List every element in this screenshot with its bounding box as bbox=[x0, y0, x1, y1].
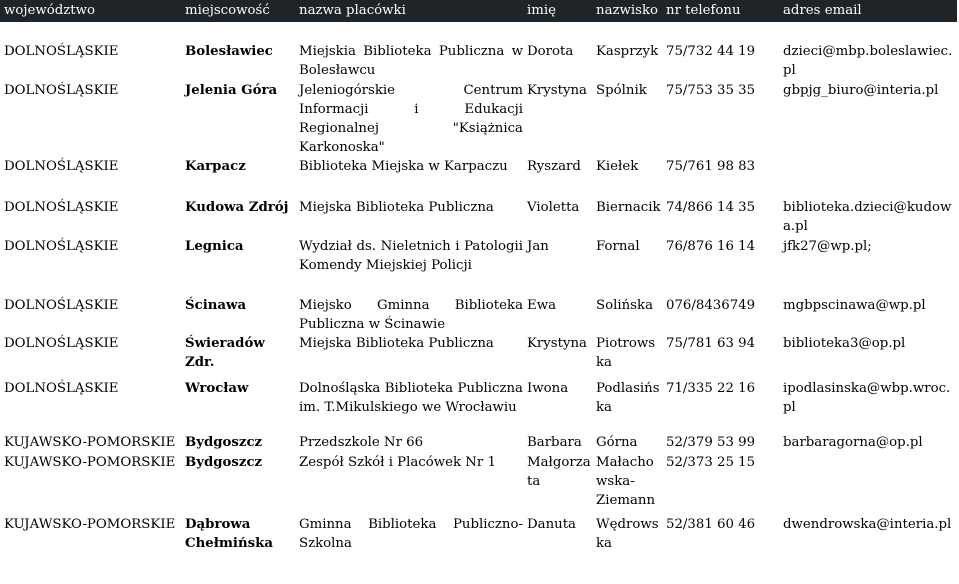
cell-email[interactable]: dwendrowska@interia.pl bbox=[783, 517, 952, 532]
cell-last-name: Wędrowska bbox=[596, 517, 659, 551]
cell-email[interactable]: ipodlasinska@wbp.wroc.pl bbox=[783, 381, 951, 415]
cell-phone: 75/753 35 35 bbox=[666, 83, 756, 98]
cell-phone: 71/335 22 16 bbox=[666, 381, 756, 396]
cell-first-name: Danuta bbox=[527, 517, 576, 532]
header-city: miejscowość bbox=[181, 0, 295, 22]
header-phone: nr telefonu bbox=[662, 0, 779, 22]
cell-phone: 75/732 44 19 bbox=[666, 44, 756, 59]
cell-first-name: Krystyna bbox=[527, 83, 587, 98]
table-row bbox=[0, 22, 957, 80]
cell-city: Jelenia Góra bbox=[185, 83, 278, 98]
cell-first-name: Małgorzata bbox=[527, 455, 591, 489]
cell-first-name: Ryszard bbox=[527, 159, 581, 174]
cell-phone: 52/373 25 15 bbox=[666, 455, 756, 470]
cell-first-name: Jan bbox=[527, 239, 549, 254]
cell-city: Legnica bbox=[185, 239, 244, 254]
table-row bbox=[0, 80, 957, 157]
cell-last-name: Kiełek bbox=[596, 159, 639, 174]
table-row bbox=[0, 433, 957, 453]
cell-first-name: Ewa bbox=[527, 298, 557, 313]
cell-province: DOLNOŚLĄSKIE bbox=[4, 83, 119, 98]
cell-phone: 076/8436749 bbox=[666, 298, 756, 313]
cell-institution: Miejska Biblioteka Publiczna bbox=[299, 336, 494, 351]
cell-province: DOLNOŚLĄSKIE bbox=[4, 44, 119, 59]
cell-city: Świeradów Zdr. bbox=[185, 336, 265, 370]
cell-email[interactable]: gbpjg_biuro@interia.pl bbox=[783, 83, 939, 98]
header-row bbox=[0, 0, 957, 22]
cell-province: KUJAWSKO-POMORSKIE bbox=[4, 455, 176, 470]
cell-city: Karpacz bbox=[185, 159, 246, 174]
cell-last-name: Podlasińska bbox=[596, 381, 660, 415]
cell-email[interactable]: jfk27@wp.pl; bbox=[783, 239, 872, 254]
cell-city: Bolesławiec bbox=[185, 44, 273, 59]
cell-institution: Dolnośląska Biblioteka Publiczna im. T.Mikulskiego we Wrocławiu bbox=[299, 381, 523, 415]
header-institution: nazwa placówki bbox=[295, 0, 523, 22]
cell-province: KUJAWSKO-POMORSKIE bbox=[4, 435, 176, 450]
cell-last-name: Spólnik bbox=[596, 83, 647, 98]
cell-city: Dąbrowa Chełmińska bbox=[185, 517, 273, 551]
cell-email[interactable]: barbaragorna@op.pl bbox=[783, 435, 923, 450]
cell-province: DOLNOŚLĄSKIE bbox=[4, 381, 119, 396]
table-row bbox=[0, 293, 957, 334]
table-row bbox=[0, 195, 957, 237]
table-row bbox=[0, 376, 957, 433]
cell-province: DOLNOŚLĄSKIE bbox=[4, 298, 119, 313]
cell-last-name: Solińska bbox=[596, 298, 653, 313]
cell-email[interactable] bbox=[779, 157, 957, 195]
cell-email[interactable]: biblioteka3@op.pl bbox=[783, 336, 906, 351]
cell-institution: Jeleniogórskie Centrum Informacji i Edukacji Regionalnej "Książnica Karkonoska" bbox=[299, 83, 523, 155]
table-row bbox=[0, 237, 957, 293]
cell-email[interactable]: mgbpscinawa@wp.pl bbox=[783, 298, 926, 313]
cell-province: DOLNOŚLĄSKIE bbox=[4, 200, 119, 215]
cell-email[interactable] bbox=[779, 453, 957, 510]
cell-phone: 75/761 98 83 bbox=[666, 159, 756, 174]
cell-first-name: Violetta bbox=[527, 200, 580, 215]
cell-institution: Wydział ds. Nieletnich i Patologii Komendy Miejskiej Policji bbox=[299, 239, 523, 273]
cell-city: Kudowa Zdrój bbox=[185, 200, 289, 215]
table-row bbox=[0, 334, 957, 376]
header-email: adres email bbox=[779, 0, 957, 22]
cell-city: Bydgoszcz bbox=[185, 455, 263, 470]
cell-phone: 75/781 63 94 bbox=[666, 336, 756, 351]
table-row bbox=[0, 453, 957, 510]
cell-province: KUJAWSKO-POMORSKIE bbox=[4, 517, 176, 532]
cell-province: DOLNOŚLĄSKIE bbox=[4, 239, 119, 254]
cell-institution: Przedszkole Nr 66 bbox=[299, 435, 424, 450]
cell-city: Bydgoszcz bbox=[185, 435, 263, 450]
header-first-name: imię bbox=[523, 0, 592, 22]
cell-institution: Zespół Szkół i Placówek Nr 1 bbox=[299, 455, 496, 470]
cell-first-name: Dorota bbox=[527, 44, 574, 59]
table-row bbox=[0, 157, 957, 195]
header-last-name: nazwisko bbox=[592, 0, 662, 22]
cell-institution: Miejsko Gminna Biblioteka Publiczna w Ścinawie bbox=[299, 298, 523, 332]
cell-institution: Gminna Biblioteka Publiczno-Szkolna bbox=[299, 517, 523, 551]
cell-last-name: Fornal bbox=[596, 239, 640, 254]
cell-phone: 52/381 60 46 bbox=[666, 517, 756, 532]
cell-email[interactable]: dzieci@mbp.boleslawiec.pl bbox=[783, 44, 953, 78]
cell-city: Ścinawa bbox=[185, 298, 247, 313]
cell-phone: 76/876 16 14 bbox=[666, 239, 756, 254]
table-row bbox=[0, 510, 957, 557]
cell-last-name: Piotrowska bbox=[596, 336, 656, 370]
cell-province: DOLNOŚLĄSKIE bbox=[4, 159, 119, 174]
cell-province: DOLNOŚLĄSKIE bbox=[4, 336, 119, 351]
cell-first-name: Krystyna bbox=[527, 336, 587, 351]
cell-first-name: Iwona bbox=[527, 381, 569, 396]
cell-institution: Biblioteka Miejska w Karpaczu bbox=[299, 159, 508, 174]
cell-email[interactable]: biblioteka.dzieci@kudowa.pl bbox=[783, 200, 952, 234]
cell-institution: Miejskia Biblioteka Publiczna w Bolesławcu bbox=[299, 44, 523, 78]
cell-first-name: Barbara bbox=[527, 435, 582, 450]
cell-institution: Miejska Biblioteka Publiczna bbox=[299, 200, 494, 215]
cell-last-name: Małachowska-Ziemann bbox=[596, 455, 656, 508]
cell-city: Wrocław bbox=[185, 381, 249, 396]
header-province: województwo bbox=[0, 0, 181, 22]
cell-last-name: Biernacik bbox=[596, 200, 661, 215]
cell-last-name: Kasprzyk bbox=[596, 44, 659, 59]
cell-last-name: Górna bbox=[596, 435, 638, 450]
cell-phone: 74/866 14 35 bbox=[666, 200, 756, 215]
cell-phone: 52/379 53 99 bbox=[666, 435, 756, 450]
